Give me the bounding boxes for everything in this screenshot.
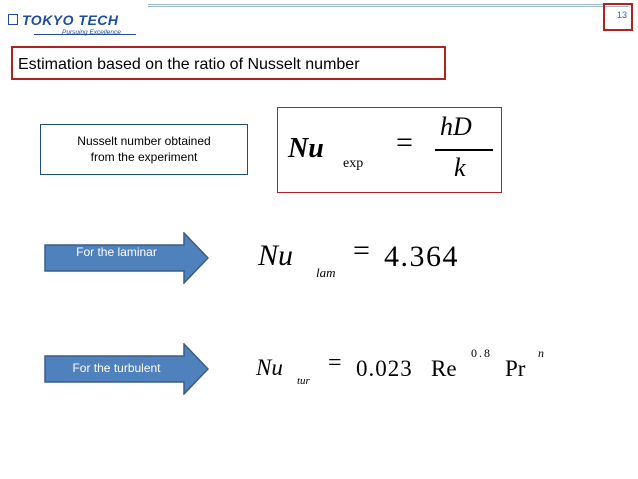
eq-tur-prandtl-exponent: n [538, 346, 544, 360]
eq-tur-lhs: Nu [256, 355, 283, 380]
eq-lam-value: 4.364 [384, 240, 459, 273]
eq-tur-equals: = [328, 350, 342, 376]
experiment-label-line2: from the experiment [90, 150, 198, 164]
laminar-label: For the laminar [76, 245, 157, 259]
logo-tagline: Pursuing Excellence [62, 29, 121, 36]
turbulent-label: For the turbulent [72, 361, 161, 375]
eq-tur-reynolds: Re [431, 356, 457, 381]
eq-exp-numerator: hD [440, 112, 472, 141]
eq-lam-subscript: lam [316, 265, 336, 280]
logo-mark-icon [8, 14, 18, 25]
eq-lam-equals: = [353, 234, 370, 267]
eq-exp-lhs: Nu [288, 133, 324, 164]
eq-tur-coefficient: 0.023 [356, 356, 413, 381]
eq-exp-subscript: exp [343, 156, 364, 171]
eq-exp-denominator: k [454, 153, 466, 182]
eq-tur-prandtl: Pr [505, 356, 526, 381]
slide-title: Estimation based on the ratio of Nusselt number [11, 46, 446, 80]
eq-tur-subscript: tur [297, 375, 310, 387]
logo-text: TOKYO TECH [22, 12, 119, 28]
page-number: 13 [603, 3, 633, 31]
eq-tur-reynolds-exponent: 0.8 [471, 346, 492, 360]
experiment-label-box [40, 124, 248, 175]
eq-exp-equals: = [396, 126, 413, 159]
eq-exp-fraction-bar [435, 149, 493, 151]
eq-lam-lhs: Nu [258, 239, 294, 272]
header-rule [148, 4, 628, 5]
experiment-label-line1: Nusselt number obtained [77, 134, 211, 148]
header-rule-secondary [148, 6, 628, 7]
